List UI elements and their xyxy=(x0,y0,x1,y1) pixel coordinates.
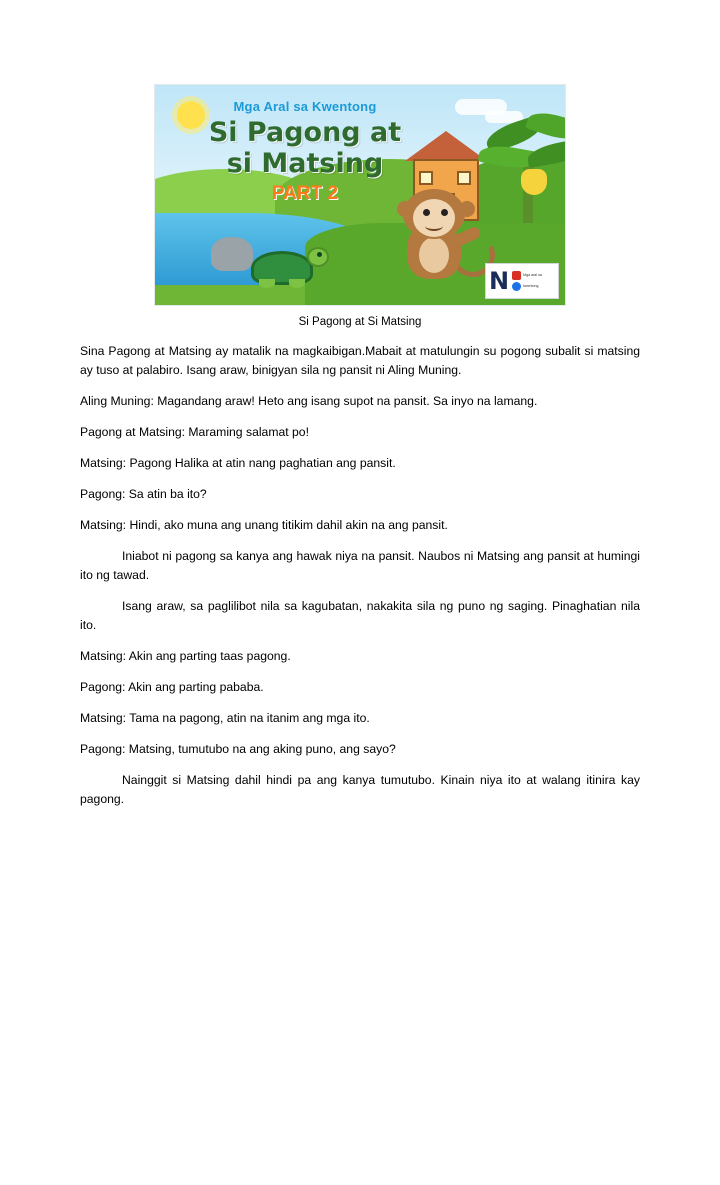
logo-line-1: Mga aral sa xyxy=(523,273,542,277)
monkey-eye xyxy=(441,209,448,216)
monkey-mouth xyxy=(425,221,443,231)
turtle-foot xyxy=(289,279,305,288)
publisher-logo-badge xyxy=(485,263,559,299)
paragraph: Matsing: Pagong Halika at atin nang paghatian ang pansit. xyxy=(80,456,396,470)
cover-title-line-2: si Matsing xyxy=(226,148,384,179)
cover-subtitle: Mga Aral sa Kwentong xyxy=(233,99,377,114)
logo-row xyxy=(512,282,542,291)
youtube-icon xyxy=(512,271,521,280)
paragraph: Iniabot ni pagong sa kanya ang hawak niya na pansit. Naubos ni Matsing ang pansit at humingi ito ng tawad. xyxy=(80,549,640,582)
house-window xyxy=(457,171,471,185)
document-content xyxy=(80,84,640,809)
logo-letter: N xyxy=(489,267,510,295)
monkey-belly xyxy=(419,237,449,273)
cover-image-wrapper xyxy=(80,84,640,306)
paragraph: Isang araw, sa paglilibot nila sa kagubatan, nakakita sila ng puno ng saging. Pinaghatian nila ito. xyxy=(80,599,640,632)
paragraph: Pagong: Sa atin ba ito? xyxy=(80,487,207,501)
turtle-head xyxy=(307,247,329,267)
paragraph: Sina Pagong at Matsing ay matalik na magkaibigan.Mabait at matulungin su pogong subalit si matsing ay tuso at palabiro. Isang araw, binigyan sila ng pansit ni Aling Muning. xyxy=(80,344,640,377)
image-caption: Si Pagong at Si Matsing xyxy=(298,316,422,328)
paragraph: Matsing: Hindi, ako muna ang unang titikim dahil akin na ang pansit. xyxy=(80,518,448,532)
turtle-eye xyxy=(317,252,322,257)
rock-shape xyxy=(211,237,253,271)
turtle-foot xyxy=(259,279,275,288)
paragraph: Pagong: Matsing, tumutubo na ang aking puno, ang sayo? xyxy=(80,742,396,756)
story-cover-image xyxy=(154,84,566,306)
paragraph: Aling Muning: Magandang araw! Heto ang isang supot na pansit. Sa inyo na lamang. xyxy=(80,394,538,408)
facebook-icon xyxy=(512,282,521,291)
logo-line-2: kwentong xyxy=(523,284,539,288)
cover-title-line-1: Si Pagong at xyxy=(208,117,402,148)
monkey-eye xyxy=(423,209,430,216)
paragraph: Matsing: Akin ang parting taas pagong. xyxy=(80,649,291,663)
cover-title xyxy=(155,117,455,179)
paragraph: Matsing: Tama na pagong, atin na itanim ang mga ito. xyxy=(80,711,370,725)
logo-row xyxy=(512,271,542,280)
paragraph: Pagong at Matsing: Maraming salamat po! xyxy=(80,425,309,439)
story-body xyxy=(80,342,640,809)
paragraph: Nainggit si Matsing dahil hindi pa ang kanya tumutubo. Kinain niya ito at walang itinira kay pagong. xyxy=(80,773,640,806)
banana-bunch-icon xyxy=(521,169,547,195)
paragraph: Pagong: Akin ang parting pababa. xyxy=(80,680,264,694)
cover-part-label: PART 2 xyxy=(271,183,339,204)
logo-text-stack xyxy=(512,271,542,291)
